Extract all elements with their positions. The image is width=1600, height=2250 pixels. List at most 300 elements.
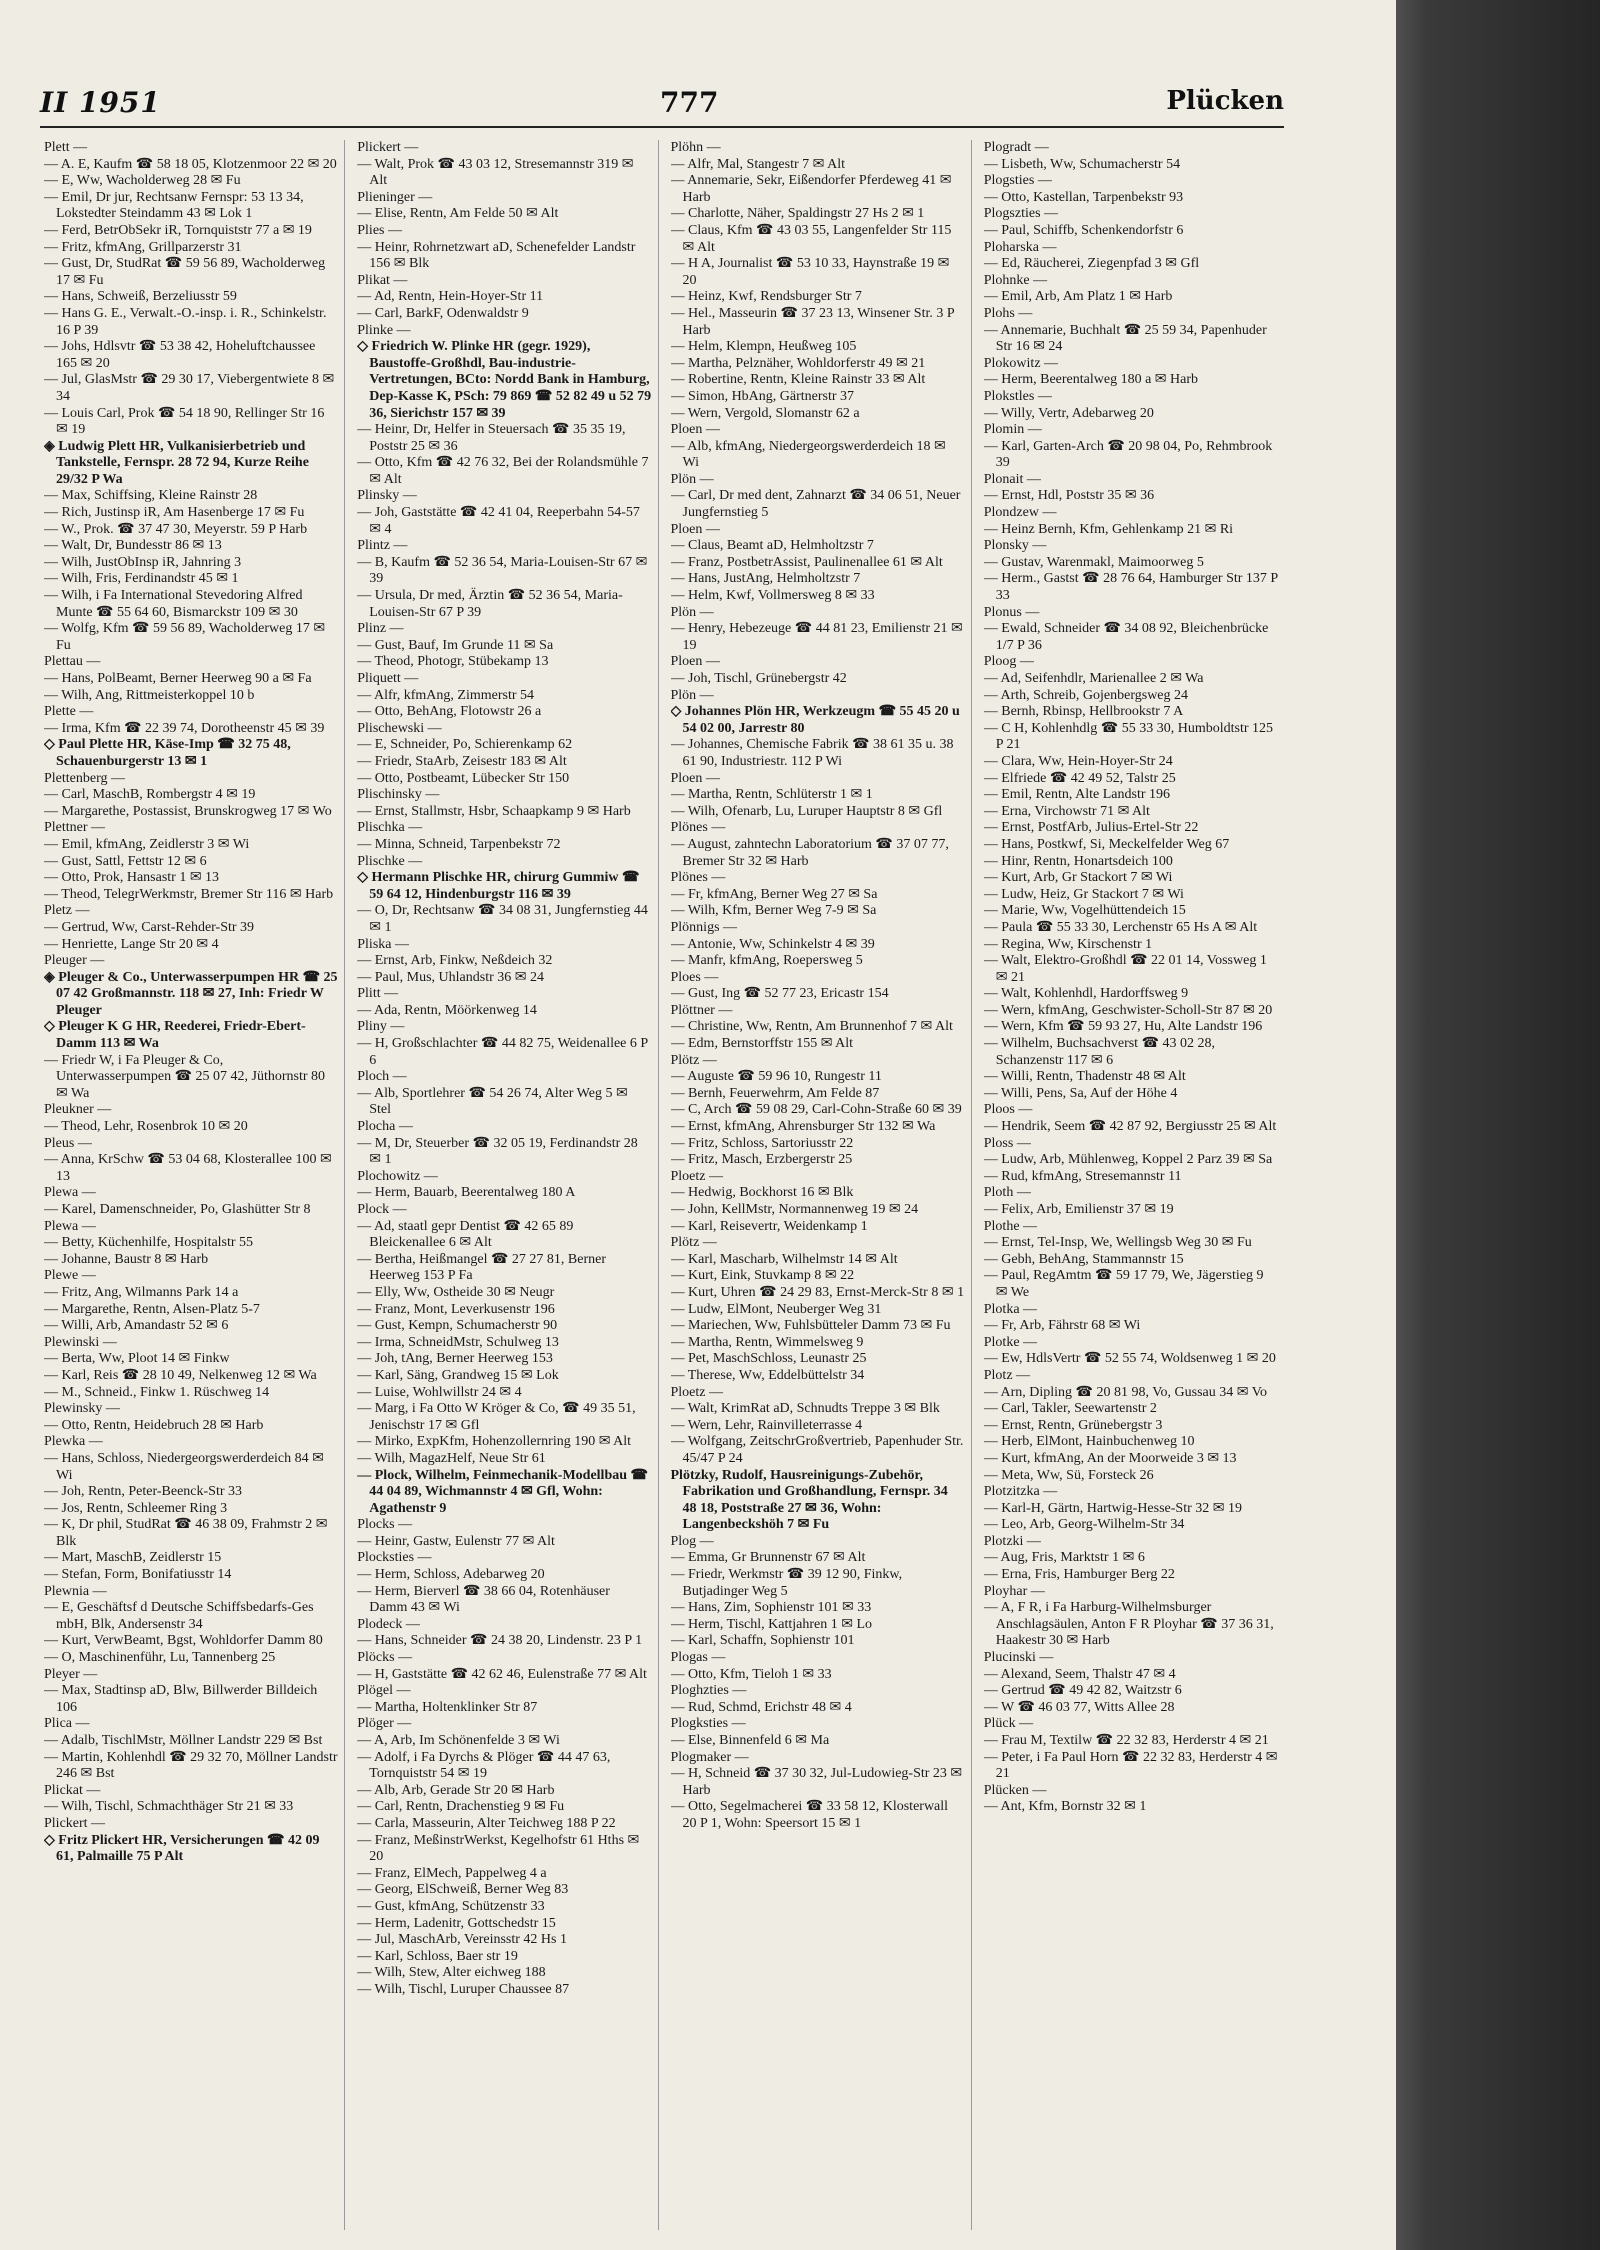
directory-entry: Plickat — bbox=[44, 1782, 101, 1798]
directory-entry: — Ernst, PostfArb, Julius-Ertel-Str 22 bbox=[983, 820, 1199, 836]
directory-entry: — Herm, Ladenitr, Gottschedstr 15 bbox=[357, 1915, 556, 1931]
directory-entry: — Joh, tAng, Berner Heerweg 153 bbox=[357, 1351, 553, 1367]
directory-entry: Plönes — bbox=[670, 870, 726, 886]
directory-entry: — Johannes, Chemische Fabrik ☎ 38 61 35 u. 38 61 90, Industriestr. 112 P Wi bbox=[670, 737, 954, 769]
directory-entry: — Elise, Rentn, Am Felde 50 ✉ Alt bbox=[357, 206, 559, 222]
directory-entry: Ploetz — bbox=[670, 1384, 723, 1400]
directory-entry: Ploen — bbox=[670, 422, 720, 438]
directory-entry: Plöttner — bbox=[670, 1002, 733, 1018]
directory-entry: Plonus — bbox=[983, 604, 1040, 620]
directory-entry: — Edm, Bernstorffstr 155 ✉ Alt bbox=[670, 1036, 854, 1052]
directory-entry: — C, Arch ☎ 59 08 29, Carl-Cohn-Straße 60 ✉ 39 bbox=[670, 1102, 962, 1118]
directory-entry: — Karl-H, Gärtn, Hartwig-Hesse-Str 32 ✉ 19 bbox=[983, 1500, 1242, 1516]
directory-entry: Ploen — bbox=[670, 770, 720, 786]
directory-entry: Plewinski — bbox=[44, 1334, 117, 1350]
directory-entry: — Wilh, Ang, Rittmeisterkoppel 10 b bbox=[44, 687, 255, 703]
directory-entry: — Martin, Kohlenhdl ☎ 29 32 70, Möllner Landstr 246 ✉ Bst bbox=[44, 1749, 338, 1782]
directory-entry: — Martha, Rentn, Wimmelsweg 9 bbox=[670, 1334, 864, 1350]
directory-entry: Plinz — bbox=[357, 621, 404, 637]
directory-entry: — Kurt, VerwBeamt, Bgst, Wohldorfer Damm 80 bbox=[44, 1633, 323, 1649]
directory-entry: — W., Prok. ☎ 37 47 30, Meyerstr. 59 P Harb bbox=[44, 521, 308, 537]
directory-entry: Plokowitz — bbox=[983, 355, 1059, 371]
directory-entry: Pliska — bbox=[357, 936, 409, 952]
directory-entry: — Clara, Ww, Hein-Hoyer-Str 24 bbox=[983, 753, 1173, 769]
directory-entry: Plondzew — bbox=[983, 505, 1057, 521]
directory-entry: — Simon, HbAng, Gärtnerstr 37 bbox=[670, 388, 855, 404]
directory-entry: — Martha, Holtenklinker Str 87 bbox=[357, 1699, 538, 1715]
directory-entry: — Louis Carl, Prok ☎ 54 18 90, Rellinger Str 16 ✉ 19 bbox=[44, 405, 325, 438]
directory-entry: — Martha, Rentn, Schlüterstr 1 ✉ 1 bbox=[670, 787, 873, 803]
directory-entry: ◇ Hermann Plischke HR, chirurg Gummiw ☎ 59 64 12, Hindenburgstr 116 ✉ 39 bbox=[357, 870, 640, 902]
directory-entry: — Carl, Rentn, Drachenstieg 9 ✉ Fu bbox=[357, 1799, 565, 1815]
directory-entry: — Otto, Kfm ☎ 42 76 32, Bei der Rolandsmühle 7 ✉ Alt bbox=[357, 455, 649, 487]
directory-entry: — Ferd, BetrObSekr iR, Tornquiststr 77 a ✉ 19 bbox=[44, 222, 312, 238]
header-running-title: Plücken bbox=[1166, 86, 1284, 116]
directory-entry: — Wern, Lehr, Rainvilleterrasse 4 bbox=[670, 1417, 863, 1433]
directory-entry: — Kurt, kfmAng, An der Moorweide 3 ✉ 13 bbox=[983, 1450, 1237, 1466]
directory-entry: — Wilh, Tischl, Luruper Chaussee 87 bbox=[357, 1981, 570, 1997]
directory-entry: — Bertha, Heißmangel ☎ 27 27 81, Berner Heerweg 153 P Fa bbox=[357, 1251, 607, 1284]
directory-entry: — Wilh, Kfm, Berner Weg 7-9 ✉ Sa bbox=[670, 903, 877, 919]
directory-entry: Plögel — bbox=[357, 1683, 411, 1699]
directory-entry: — August, zahntechn Laboratorium ☎ 37 07 77, Bremer Str 32 ✉ Harb bbox=[670, 836, 949, 869]
directory-entry: Ploos — bbox=[983, 1102, 1033, 1118]
column-2 bbox=[357, 140, 658, 2230]
directory-entry: Plinke — bbox=[357, 322, 411, 338]
directory-entry: Plocksties — bbox=[357, 1550, 432, 1566]
directory-entry: — Theod, TelegrWerkmstr, Bremer Str 116 ✉ Harb bbox=[44, 886, 334, 902]
directory-entry: Ploss — bbox=[983, 1135, 1031, 1151]
directory-entry: — Theod, Photogr, Stübekamp 13 bbox=[357, 654, 549, 670]
directory-entry: — Berta, Ww, Ploot 14 ✉ Finkw bbox=[44, 1351, 230, 1367]
directory-entry: — Otto, Postbeamt, Lübecker Str 150 bbox=[357, 770, 570, 786]
directory-entry: — Minna, Schneid, Tarpenbekstr 72 bbox=[357, 836, 561, 852]
directory-entry: — Alb, Sportlehrer ☎ 54 26 74, Alter Weg 5 ✉ Stel bbox=[357, 1085, 628, 1118]
directory-entry: — Ernst, kfmAng, Ahrensburger Str 132 ✉ Wa bbox=[670, 1119, 936, 1135]
directory-entry: — Gebh, BehAng, Stammannstr 15 bbox=[983, 1251, 1184, 1267]
directory-entry: — Karl, Schloss, Baer str 19 bbox=[357, 1948, 518, 1964]
directory-entry: Pletz — bbox=[44, 903, 90, 919]
directory-entry: Plotke — bbox=[983, 1334, 1038, 1350]
directory-entry: ◇ Fritz Plickert HR, Versicherungen ☎ 42 09 61, Palmaille 75 P Alt bbox=[44, 1832, 320, 1865]
directory-entry: — Therese, Ww, Eddelbüttelstr 34 bbox=[670, 1367, 865, 1383]
directory-entry: ◇ Friedrich W. Plinke HR (gegr. 1929), Baustoffe-Großhdl, Bau-industrie-Vertretungen, BCto: Nordd Bank in Hamburg, Dep-Kasse K, PSch: 79 869 ☎ 52 82 49 u 52 79 36, Sierichstr 157 ✉ 39 bbox=[357, 339, 652, 421]
directory-entry: Ploen — bbox=[670, 654, 720, 670]
directory-entry: — Hans, Postkwf, Si, Meckelfelder Weg 67 bbox=[983, 836, 1230, 852]
directory-entry: — Kurt, Uhren ☎ 24 29 83, Ernst-Merck-Str 8 ✉ 1 bbox=[670, 1284, 965, 1300]
directory-entry: — Ernst, Rentn, Grünebergstr 3 bbox=[983, 1417, 1163, 1433]
directory-entry: — Willi, Pens, Sa, Auf der Höhe 4 bbox=[983, 1085, 1178, 1101]
directory-entry: — Gustav, Warenmakl, Maimoorweg 5 bbox=[983, 554, 1204, 570]
directory-entry: — M., Schneid., Finkw 1. Rüschweg 14 bbox=[44, 1384, 270, 1400]
directory-entry: — Luise, Wohlwillstr 24 ✉ 4 bbox=[357, 1384, 522, 1400]
directory-entry: — W ☎ 46 03 77, Witts Allee 28 bbox=[983, 1699, 1175, 1715]
directory-entry: — Erna, Fris, Hamburger Berg 22 bbox=[983, 1567, 1175, 1583]
directory-entry: — Adolf, i Fa Dyrchs & Plöger ☎ 44 47 63, Tornquiststr 54 ✉ 19 bbox=[357, 1749, 611, 1782]
directory-entry: Plischinsky — bbox=[357, 787, 440, 803]
directory-entry: — Felix, Arb, Emilienstr 37 ✉ 19 bbox=[983, 1202, 1174, 1217]
directory-entry: Plischewski — bbox=[357, 720, 442, 736]
directory-entry: Plotz — bbox=[983, 1367, 1031, 1383]
directory-entry: — Joh, Gaststätte ☎ 42 41 04, Reeperbahn 54-57 ✉ 4 bbox=[357, 505, 640, 537]
directory-entry: — Regina, Ww, Kirschenstr 1 bbox=[983, 936, 1153, 952]
directory-entry: Plogmaker — bbox=[670, 1749, 749, 1765]
directory-entry: — Paul, Schiffb, Schenkendorfstr 6 bbox=[983, 222, 1184, 238]
directory-entry: — Franz, MeßinstrWerkst, Kegelhofstr 61 Hths ✉ 20 bbox=[357, 1832, 640, 1865]
directory-entry: — Wilhelm, Buchsachverst ☎ 43 02 28, Schanzenstr 117 ✉ 6 bbox=[983, 1036, 1216, 1068]
directory-entry: — Ew, HdlsVertr ☎ 52 55 74, Woldsenweg 1 ✉ 20 bbox=[983, 1351, 1276, 1367]
directory-entry: Plogas — bbox=[670, 1650, 726, 1666]
directory-entry: — Gust, Ing ☎ 52 77 23, Ericastr 154 bbox=[670, 986, 889, 1002]
directory-entry: — Elfriede ☎ 42 49 52, Talstr 25 bbox=[983, 770, 1176, 786]
directory-entry: Plog — bbox=[670, 1533, 714, 1549]
directory-entry: — Ernst, Stallmstr, Hsbr, Schaapkamp 9 ✉ Harb bbox=[357, 803, 631, 819]
directory-entry: — Hans G. E., Verwalt.-O.-insp. i. R., Schinkelstr. 16 P 39 bbox=[44, 305, 327, 338]
directory-entry: Plogksties — bbox=[670, 1716, 746, 1732]
directory-entry: — Paula ☎ 55 33 30, Lerchenstr 65 Hs A ✉ Alt bbox=[983, 919, 1258, 935]
directory-entry: — M, Dr, Steuerber ☎ 32 05 19, Ferdinandstr 28 ✉ 1 bbox=[357, 1135, 638, 1168]
directory-entry: — Otto, Segelmacherei ☎ 33 58 12, Klosterwall 20 P 1, Wohn: Speersort 15 ✉ 1 bbox=[670, 1799, 949, 1831]
directory-entry: Ploth — bbox=[983, 1185, 1031, 1201]
directory-entry: Ploch — bbox=[357, 1069, 407, 1085]
directory-entry: — Rud, kfmAng, Stresemannstr 11 bbox=[983, 1168, 1182, 1184]
directory-entry: — Wolfg, Kfm ☎ 59 56 89, Wacholderweg 17 ✉ Fu bbox=[44, 621, 326, 653]
directory-entry: — Paul, RegAmtm ☎ 59 17 79, We, Jägerstieg 9 ✉ We bbox=[983, 1268, 1264, 1300]
directory-entry: — Martha, Pelznäher, Wohldorferstr 49 ✉ 21 bbox=[670, 355, 926, 371]
directory-entry: — Franz, Mont, Leverkusenstr 196 bbox=[357, 1301, 555, 1317]
directory-entry: — Ant, Kfm, Bornstr 32 ✉ 1 bbox=[983, 1799, 1147, 1815]
directory-entry: — Paul, Mus, Uhlandstr 36 ✉ 24 bbox=[357, 969, 544, 985]
directory-entry: — Heinz, Kwf, Rendsburger Str 7 bbox=[670, 289, 862, 305]
directory-entry: — Otto, Kastellan, Tarpenbekstr 93 bbox=[983, 189, 1184, 205]
directory-entry: — Wilh, Fris, Ferdinandstr 45 ✉ 1 bbox=[44, 571, 239, 587]
directory-entry: Plica — bbox=[44, 1716, 90, 1732]
directory-entry: — Friedr W, i Fa Pleuger & Co, Unterwasserpumpen ☎ 25 07 42, Jüthornstr 80 ✉ Wa bbox=[44, 1052, 326, 1101]
directory-entry: — Willi, Rentn, Thadenstr 48 ✉ Alt bbox=[983, 1069, 1186, 1085]
directory-entry: — Georg, ElSchweiß, Berner Weg 83 bbox=[357, 1882, 569, 1898]
directory-entry: — E, Ww, Wacholderweg 28 ✉ Fu bbox=[44, 173, 241, 189]
directory-entry: — Karl, Garten-Arch ☎ 20 98 04, Po, Rehmbrook 39 bbox=[983, 438, 1273, 471]
directory-entry: — Karl, Reisevertr, Weidenkamp 1 bbox=[670, 1218, 868, 1234]
directory-entry: — Auguste ☎ 59 96 10, Rungestr 11 bbox=[670, 1069, 882, 1085]
directory-entry: — Emma, Gr Brunnenstr 67 ✉ Alt bbox=[670, 1550, 866, 1566]
directory-entry: — Ludw, Heiz, Gr Stackort 7 ✉ Wi bbox=[983, 886, 1184, 902]
directory-entry: — Fritz, Ang, Wilmanns Park 14 a bbox=[44, 1284, 239, 1300]
directory-entry: Plischke — bbox=[357, 853, 423, 869]
directory-entry: — Alfr, Mal, Stangestr 7 ✉ Alt bbox=[670, 156, 845, 172]
directory-entry: ◈ Pleuger & Co., Unterwasserpumpen HR ☎ 25 07 42 Großmannstr. 118 ✉ 27, Inh: Friedr W Pleuger bbox=[44, 969, 338, 1018]
directory-entry: — Hans, Schneider ☎ 24 38 20, Lindenstr. 23 P 1 bbox=[357, 1633, 643, 1649]
directory-entry: Plieninger — bbox=[357, 189, 433, 205]
directory-entry: — Mariechen, Ww, Fuhlsbütteler Damm 73 ✉ Fu bbox=[670, 1318, 951, 1334]
directory-entry: — Herb, ElMont, Hainbuchenweg 10 bbox=[983, 1434, 1195, 1450]
directory-entry: — Ludw, Arb, Mühlenweg, Koppel 2 Parz 39 ✉ Sa bbox=[983, 1152, 1273, 1168]
directory-entry: Plewinsky — bbox=[44, 1401, 120, 1417]
directory-entry: — C H, Kohlenhdlg ☎ 55 33 30, Humboldtstr 125 P 21 bbox=[983, 720, 1274, 753]
directory-entry: — Jul, MaschArb, Vereinsstr 42 Hs 1 bbox=[357, 1932, 567, 1948]
directory-entry: — Gust, Kempn, Schumacherstr 90 bbox=[357, 1318, 558, 1334]
directory-entry: — Ernst, Arb, Finkw, Neßdeich 32 bbox=[357, 953, 553, 969]
directory-entry: — Gertrud, Ww, Carst-Rehder-Str 39 bbox=[44, 919, 255, 935]
directory-entry: — Gust, Bauf, Im Grunde 11 ✉ Sa bbox=[357, 637, 554, 653]
directory-entry: Pleus — bbox=[44, 1135, 92, 1151]
directory-entry: — Fritz, Schloss, Sartoriusstr 22 bbox=[670, 1135, 854, 1151]
directory-entry: Pliquett — bbox=[357, 671, 419, 686]
directory-entry: — Max, Schiffsing, Kleine Rainstr 28 bbox=[44, 488, 258, 504]
directory-entry: — Manfr, kfmAng, Roepersweg 5 bbox=[670, 953, 863, 969]
directory-entry: — Alb, kfmAng, Niedergeorgswerderdeich 18 ✉ Wi bbox=[670, 438, 946, 471]
directory-entry: — Ad, staatl gepr Dentist ☎ 42 65 89 Bleickenallee 6 ✉ Alt bbox=[357, 1218, 574, 1251]
directory-entry: ◇ Paul Plette HR, Käse-Imp ☎ 32 75 48, Schauenburgerstr 13 ✉ 1 bbox=[44, 737, 291, 769]
directory-entry: — Wern, Kfm ☎ 59 93 27, Hu, Alte Landstr 196 bbox=[983, 1019, 1263, 1035]
directory-entry: Plies — bbox=[357, 222, 402, 238]
directory-entry: — Alexand, Seem, Thalstr 47 ✉ 4 bbox=[983, 1666, 1176, 1682]
directory-entry: — Ludw, ElMont, Neuberger Weg 31 bbox=[670, 1301, 882, 1317]
directory-entry: — Otto, BehAng, Flotowstr 26 a bbox=[357, 704, 542, 720]
directory-entry: — Robertine, Rentn, Kleine Rainstr 33 ✉ Alt bbox=[670, 372, 926, 388]
directory-entry: — H, Gaststätte ☎ 42 62 46, Eulenstraße 77 ✉ Alt bbox=[357, 1666, 647, 1682]
directory-entry: — Marie, Ww, Vogelhüttendeich 15 bbox=[983, 903, 1186, 919]
directory-entry: — Anna, KrSchw ☎ 53 04 68, Klosterallee 100 ✉ 13 bbox=[44, 1152, 332, 1184]
directory-entry: — Joh, Tischl, Grünebergstr 42 bbox=[670, 671, 847, 686]
directory-entry: — E, Schneider, Po, Schierenkamp 62 bbox=[357, 737, 573, 753]
directory-entry: Plucinski — bbox=[983, 1650, 1054, 1666]
directory-entry: — Heinz Bernh, Kfm, Gehlenkamp 21 ✉ Ri bbox=[983, 521, 1234, 537]
directory-entry: — Karl, Mascharb, Wilhelmstr 14 ✉ Alt bbox=[670, 1251, 898, 1267]
directory-entry: — Fritz, Masch, Erzbergerstr 25 bbox=[670, 1152, 853, 1168]
directory-columns bbox=[44, 140, 1284, 2230]
directory-entry: — Gust, Sattl, Fettstr 12 ✉ 6 bbox=[44, 853, 207, 869]
directory-entry: — Otto, Rentn, Heidebruch 28 ✉ Harb bbox=[44, 1417, 264, 1433]
directory-entry: Plönes — bbox=[670, 820, 726, 836]
directory-entry: — Carl, Takler, Seewartenstr 2 bbox=[983, 1401, 1157, 1417]
directory-entry: Ploghzties — bbox=[670, 1683, 747, 1699]
directory-entry: Plötz — bbox=[670, 1052, 717, 1068]
directory-entry: — Wilh, JustObInsp iR, Jahnring 3 bbox=[44, 554, 242, 570]
directory-entry: Plomin — bbox=[983, 422, 1042, 438]
directory-entry: Plewa — bbox=[44, 1185, 96, 1201]
directory-entry: Plothe — bbox=[983, 1218, 1038, 1234]
directory-entry: — Mirko, ExpKfm, Hohenzollernring 190 ✉ Alt bbox=[357, 1434, 632, 1450]
directory-entry: — K, Dr phil, StudRat ☎ 46 38 09, Frahmstr 2 ✉ Blk bbox=[44, 1517, 328, 1549]
directory-entry: — Ernst, Hdl, Poststr 35 ✉ 36 bbox=[983, 488, 1155, 504]
directory-entry: — Annemarie, Sekr, Eißendorfer Pferdeweg 41 ✉ Harb bbox=[670, 173, 952, 205]
directory-entry: — Plock, Wilhelm, Feinmechanik-Modellbau ☎ 44 04 89, Wichmannstr 4 ✉ Gfl, Wohn: Agathenstr 9 bbox=[357, 1467, 648, 1516]
directory-entry: — H A, Journalist ☎ 53 10 33, Haynstraße 19 ✉ 20 bbox=[670, 256, 950, 288]
page-number: 777 bbox=[660, 86, 719, 119]
directory-entry: Plickert — bbox=[44, 1815, 106, 1831]
column-4 bbox=[984, 140, 1284, 2230]
directory-entry: Pleyer — bbox=[44, 1666, 98, 1682]
directory-entry: — Herm., Gastst ☎ 28 76 64, Hamburger Str 137 P 33 bbox=[983, 571, 1278, 604]
directory-entry: — Charlotte, Näher, Spaldingstr 27 Hs 2 ✉ 1 bbox=[670, 206, 925, 222]
directory-entry: — Jul, GlasMstr ☎ 29 30 17, Viebergentwiete 8 ✉ 34 bbox=[44, 372, 335, 404]
directory-entry: Plocha — bbox=[357, 1119, 413, 1135]
directory-entry: Plewnia — bbox=[44, 1583, 107, 1599]
directory-entry: — B, Kaufm ☎ 52 36 54, Maria-Louisen-Str 67 ✉ 39 bbox=[357, 554, 648, 587]
page-header bbox=[40, 86, 1284, 128]
directory-entry: — Fr, Arb, Fährstr 68 ✉ Wi bbox=[983, 1318, 1141, 1334]
directory-entry: — Johs, Hdlsvtr ☎ 53 38 42, Hoheluftchaussee 165 ✉ 20 bbox=[44, 339, 316, 371]
directory-entry: — A, Arb, Im Schönenfelde 3 ✉ Wi bbox=[357, 1733, 560, 1748]
directory-entry: Plokstles — bbox=[983, 388, 1052, 404]
directory-entry: — Walt, Prok ☎ 43 03 12, Stresemannstr 319 ✉ Alt bbox=[357, 156, 634, 189]
directory-entry: — Ada, Rentn, Möörkenweg 14 bbox=[357, 1002, 537, 1018]
directory-entry: Plotzitzka — bbox=[983, 1484, 1058, 1500]
directory-entry: Plön — bbox=[670, 687, 714, 703]
directory-entry: Plischka — bbox=[357, 820, 423, 836]
directory-entry: — Hans, Zim, Sophienstr 101 ✉ 33 bbox=[670, 1600, 872, 1616]
directory-entry: — A. E, Kaufm ☎ 58 18 05, Klotzenmoor 22 ✉ 20 bbox=[44, 156, 337, 172]
directory-entry: Plön — bbox=[670, 471, 714, 487]
directory-entry: — Ursula, Dr med, Ärztin ☎ 52 36 54, Maria-Louisen-Str 67 P 39 bbox=[357, 588, 623, 620]
directory-entry: Ployhar — bbox=[983, 1583, 1045, 1599]
directory-entry: — Herm, Beerentalweg 180 a ✉ Harb bbox=[983, 372, 1199, 388]
directory-entry: — Leo, Arb, Georg-Wilhelm-Str 34 bbox=[983, 1517, 1185, 1533]
directory-entry: — Pet, MaschSchloss, Leunastr 25 bbox=[670, 1351, 867, 1367]
directory-entry: — Arn, Dipling ☎ 20 81 98, Vo, Gussau 34 ✉ Vo bbox=[983, 1384, 1268, 1400]
directory-entry: — Heinr, Dr, Helfer in Steuersach ☎ 35 35 19, Poststr 25 ✉ 36 bbox=[357, 422, 626, 454]
directory-entry: — Hans, PolBeamt, Berner Heerweg 90 a ✉ Fa bbox=[44, 671, 312, 686]
directory-entry: — Wolfgang, ZeitschrGroßvertrieb, Papenhuder Str. 45/47 P 24 bbox=[670, 1434, 964, 1466]
directory-entry: — E, Geschäftsf d Deutsche Schiffsbedarfs-Ges mbH, Blk, Andersenstr 34 bbox=[44, 1600, 314, 1632]
directory-entry: Plettau — bbox=[44, 654, 101, 670]
directory-entry: — Herm, Schloss, Adebarweg 20 bbox=[357, 1567, 545, 1583]
directory-entry: Plonsky — bbox=[983, 538, 1047, 554]
directory-entry: — Annemarie, Buchhalt ☎ 25 59 34, Papenhuder Str 16 ✉ 24 bbox=[983, 322, 1267, 355]
directory-entry: — Wilh, Ofenarb, Lu, Luruper Hauptstr 8 ✉ Gfl bbox=[670, 803, 943, 819]
directory-entry: — Gust, kfmAng, Schützenstr 33 bbox=[357, 1898, 545, 1914]
directory-entry: Plikat — bbox=[357, 272, 408, 288]
directory-entry: Plettenberg — bbox=[44, 770, 126, 786]
directory-entry: Plock — bbox=[357, 1202, 407, 1217]
directory-entry: — Ernst, Tel-Insp, We, Wellingsb Weg 30 ✉ Fu bbox=[983, 1235, 1252, 1251]
directory-entry: — Frau M, Textilw ☎ 22 32 83, Herderstr 4 ✉ 21 bbox=[983, 1733, 1269, 1748]
directory-entry: Pliny — bbox=[357, 1019, 405, 1035]
directory-entry: — Christine, Ww, Rentn, Am Brunnenhof 7 ✉ Alt bbox=[670, 1019, 953, 1035]
directory-entry: — Walt, Kohlenhdl, Hardorffsweg 9 bbox=[983, 986, 1189, 1002]
directory-entry: — Bernh, Rbinsp, Hellbrookstr 7 A bbox=[983, 704, 1184, 720]
directory-entry: — Helm, Klempn, Heußweg 105 bbox=[670, 339, 857, 355]
directory-entry: Plettner — bbox=[44, 820, 106, 836]
directory-entry: — A, F R, i Fa Harburg-Wilhelmsburger Anschlagsäulen, Anton F R Ployhar ☎ 37 36 31, Haakestr 30 ✉ Harb bbox=[983, 1600, 1274, 1649]
directory-entry: — Walt, Elektro-Großhdl ☎ 22 01 14, Vossweg 1 ✉ 21 bbox=[983, 953, 1267, 985]
directory-entry: — Walt, KrimRat aD, Schnudts Treppe 3 ✉ Blk bbox=[670, 1401, 940, 1417]
directory-entry: Plotzki — bbox=[983, 1533, 1041, 1549]
directory-entry: — H, Großschlachter ☎ 44 82 75, Weidenallee 6 P 6 bbox=[357, 1036, 648, 1068]
directory-entry: — Adalb, TischlMstr, Möllner Landstr 229 ✉ Bst bbox=[44, 1733, 323, 1748]
directory-entry: — Elly, Ww, Ostheide 30 ✉ Neugr bbox=[357, 1284, 555, 1300]
directory-entry: — Margarethe, Postassist, Brunskrogweg 17 ✉ Wo bbox=[44, 803, 332, 819]
directory-entry: Plohnke — bbox=[983, 272, 1048, 288]
directory-entry: — Hel., Masseurin ☎ 37 23 13, Winsener Str. 3 P Harb bbox=[670, 305, 955, 338]
directory-entry: Plöhn — bbox=[670, 140, 721, 155]
directory-entry: — Hans, Schweiß, Berzeliusstr 59 bbox=[44, 289, 237, 305]
directory-entry: — Rud, Schmd, Erichstr 48 ✉ 4 bbox=[670, 1699, 852, 1715]
directory-entry: — Arth, Schreib, Gojenbergsweg 24 bbox=[983, 687, 1189, 703]
directory-entry: — Friedr, StaArb, Zeisestr 183 ✉ Alt bbox=[357, 753, 567, 769]
column-3 bbox=[671, 140, 972, 2230]
directory-entry: Plohs — bbox=[983, 305, 1033, 321]
directory-entry: Plön — bbox=[670, 604, 714, 620]
directory-entry: — Kurt, Arb, Gr Stackort 7 ✉ Wi bbox=[983, 870, 1173, 886]
directory-entry: — Erna, Virchowstr 71 ✉ Alt bbox=[983, 803, 1150, 819]
directory-entry: — Franz, ElMech, Pappelweg 4 a bbox=[357, 1865, 547, 1881]
directory-entry: — Karel, Damenschneider, Po, Glashütter Str 8 bbox=[44, 1202, 311, 1217]
directory-entry: Plette — bbox=[44, 704, 94, 720]
directory-entry: — Hans, JustAng, Helmholtzstr 7 bbox=[670, 571, 861, 587]
directory-entry: — Herm, Bauarb, Beerentalweg 180 A bbox=[357, 1185, 576, 1201]
directory-entry: Plötzky, Rudolf, Hausreinigungs-Zubehör, Fabrikation und Großhandlung, Fernspr. 34 48 18, Poststraße 27 ✉ 36, Wohn: Langenbeckshöh 7 ✉ Fu bbox=[670, 1467, 948, 1533]
directory-entry: — Irma, SchneidMstr, Schulweg 13 bbox=[357, 1334, 559, 1350]
directory-entry: — Emil, Arb, Am Platz 1 ✉ Harb bbox=[983, 289, 1173, 305]
directory-entry: — Otto, Prok, Hansastr 1 ✉ 13 bbox=[44, 870, 220, 886]
directory-entry: — Gertrud ☎ 49 42 82, Waitzstr 6 bbox=[983, 1683, 1182, 1699]
directory-entry: Pleuger — bbox=[44, 953, 105, 969]
directory-entry: — Meta, Ww, Sü, Forsteck 26 bbox=[983, 1467, 1154, 1483]
directory-entry: — Mart, MaschB, Zeidlerstr 15 bbox=[44, 1550, 222, 1566]
directory-entry: — Peter, i Fa Paul Horn ☎ 22 32 83, Herderstr 4 ✉ 21 bbox=[983, 1749, 1278, 1782]
directory-entry: — Karl, Säng, Grandweg 15 ✉ Lok bbox=[357, 1367, 559, 1383]
directory-entry: — Antonie, Ww, Schinkelstr 4 ✉ 39 bbox=[670, 936, 875, 952]
header-volume-year: II 1951 bbox=[40, 86, 161, 119]
directory-entry: — Carl, MaschB, Rombergstr 4 ✉ 19 bbox=[44, 787, 256, 803]
directory-entry: — Johanne, Baustr 8 ✉ Harb bbox=[44, 1251, 209, 1267]
directory-entry: — Joh, Rentn, Peter-Beenck-Str 33 bbox=[44, 1484, 243, 1500]
directory-entry: — Friedr, Werkmstr ☎ 39 12 90, Finkw, Butjadinger Weg 5 bbox=[670, 1567, 903, 1599]
directory-entry: Plönnigs — bbox=[670, 919, 738, 935]
directory-entry: — Wilh, i Fa International Stevedoring Alfred Munte ☎ 55 64 60, Bismarckstr 109 ✉ 30 bbox=[44, 588, 303, 620]
scan-background bbox=[1396, 0, 1600, 2250]
directory-entry: — Carla, Masseurin, Alter Teichweg 188 P 22 bbox=[357, 1815, 616, 1831]
directory-entry: Plickert — bbox=[357, 140, 419, 155]
directory-entry: — Willi, Arb, Amandastr 52 ✉ 6 bbox=[44, 1318, 229, 1334]
directory-entry: — Hans, Schloss, Niedergeorgswerderdeich 84 ✉ Wi bbox=[44, 1450, 324, 1483]
directory-entry: — Betty, Küchenhilfe, Hospitalstr 55 bbox=[44, 1235, 254, 1251]
directory-entry: Plintz — bbox=[357, 538, 408, 554]
directory-entry: — O, Dr, Rechtsanw ☎ 34 08 31, Jungfernstieg 44 ✉ 1 bbox=[357, 903, 648, 935]
directory-entry: — Alb, Arb, Gerade Str 20 ✉ Harb bbox=[357, 1782, 555, 1798]
directory-entry: — Bernh, Feuerwehrm, Am Felde 87 bbox=[670, 1085, 880, 1101]
directory-entry: — Max, Stadtinsp aD, Blw, Billwerder Billdeich 106 bbox=[44, 1683, 318, 1715]
directory-entry: Plewka — bbox=[44, 1434, 103, 1450]
directory-entry: — Alfr, kfmAng, Zimmerstr 54 bbox=[357, 687, 534, 703]
directory-entry: Plogsties — bbox=[983, 173, 1052, 189]
directory-entry: ◈ Ludwig Plett HR, Vulkanisierbetrieb und Tankstelle, Fernspr. 28 72 94, Kurze Reihe 29/32 P Wa bbox=[44, 438, 309, 487]
directory-entry: — Willy, Vertr, Adebarweg 20 bbox=[983, 405, 1154, 421]
directory-entry: — Wilh, Tischl, Schmachthäger Str 21 ✉ 33 bbox=[44, 1799, 294, 1815]
directory-entry: — Heinr, Gastw, Eulenstr 77 ✉ Alt bbox=[357, 1533, 555, 1549]
directory-entry: — Aug, Fris, Marktstr 1 ✉ 6 bbox=[983, 1550, 1145, 1566]
directory-entry: Plocks — bbox=[357, 1517, 413, 1533]
directory-entry: — Heinr, Rohrnetzwart aD, Schenefelder Landstr 156 ✉ Blk bbox=[357, 239, 636, 272]
directory-entry: — Henriette, Lange Str 20 ✉ 4 bbox=[44, 936, 219, 952]
directory-entry: ◇ Pleuger K G HR, Reederei, Friedr-Ebert-Damm 113 ✉ Wa bbox=[44, 1019, 306, 1052]
directory-entry: — Claus, Kfm ☎ 43 03 55, Langenfelder Str 115 ✉ Alt bbox=[670, 222, 952, 255]
directory-entry: Ploharska — bbox=[983, 239, 1057, 255]
directory-entry: — Henry, Hebezeuge ☎ 44 81 23, Emilienstr 21 ✉ 19 bbox=[670, 621, 963, 653]
directory-entry: — Ewald, Schneider ☎ 34 08 92, Bleichenbrücke 1/7 P 36 bbox=[983, 621, 1269, 653]
directory-entry: Plochowitz — bbox=[357, 1168, 438, 1184]
directory-entry: Ploog — bbox=[983, 654, 1034, 670]
directory-entry: Plogradt — bbox=[983, 140, 1049, 155]
directory-entry: Ploes — bbox=[670, 969, 719, 985]
directory-entry: — Ed, Räucherei, Ziegenpfad 3 ✉ Gfl bbox=[983, 256, 1200, 272]
directory-entry: Pleukner — bbox=[44, 1102, 112, 1118]
directory-entry: Plücken — bbox=[983, 1782, 1047, 1798]
directory-entry: Plonait — bbox=[983, 471, 1041, 487]
directory-entry: — Else, Binnenfeld 6 ✉ Ma bbox=[670, 1733, 830, 1748]
